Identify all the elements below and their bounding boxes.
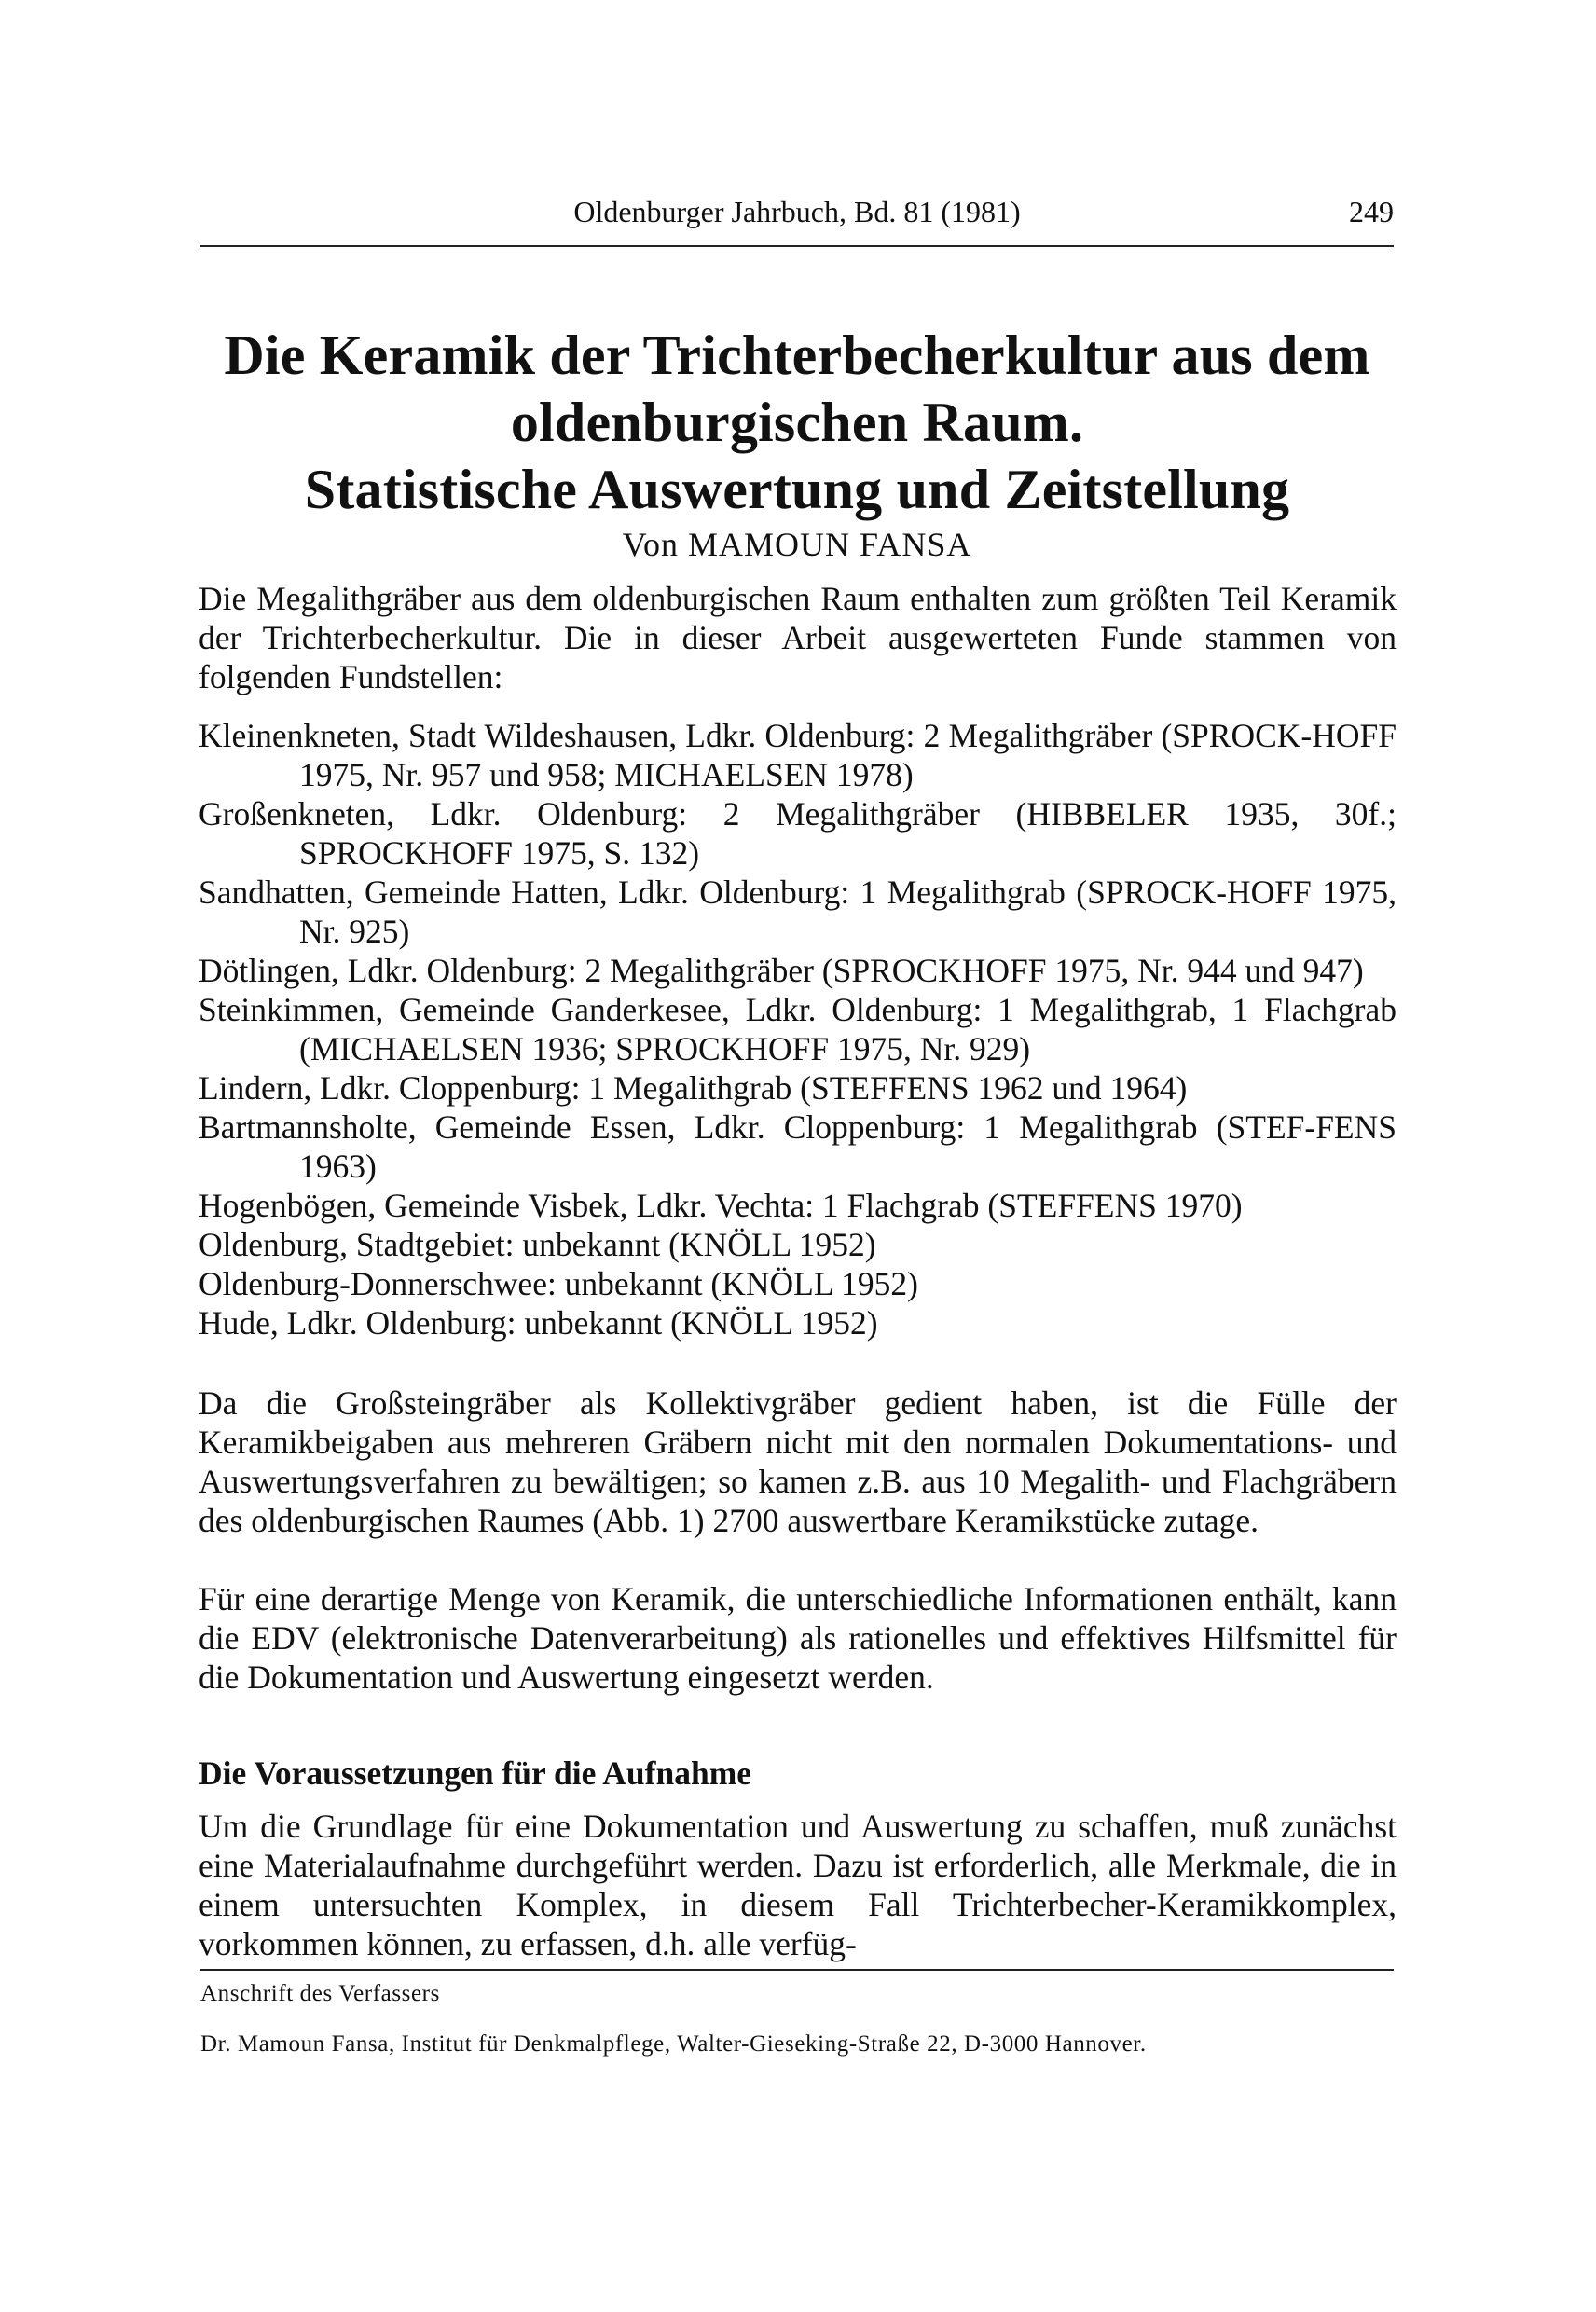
- site-item: Oldenburg-Donnerschwee: unbekannt (KNÖLL 1952): [199, 1265, 918, 1302]
- journal-citation: Oldenburger Jahrbuch, Bd. 81 (1981): [573, 195, 1021, 228]
- page-number: 249: [1349, 195, 1394, 228]
- site-item: Kleinenkneten, Stadt Wildeshausen, Ldkr. Oldenburg: 2 Megalithgräber (SPROCK-HOFF 1975, Nr. 957 und 958; MICHAELSEN 1978): [199, 717, 1396, 793]
- section-heading: Die Voraussetzungen für die Aufnahme: [199, 1755, 752, 1792]
- site-item: Bartmannsholte, Gemeinde Essen, Ldkr. Cloppenburg: 1 Megalithgrab (STEF-FENS 1963): [199, 1108, 1396, 1185]
- intro-paragraph: [199, 579, 1396, 696]
- author-line: Von MAMOUN FANSA: [622, 526, 972, 563]
- site-item: Steinkimmen, Gemeinde Ganderkesee, Ldkr. Oldenburg: 1 Megalithgrab, 1 Flachgrab (MICHAELSEN 1936; SPROCKHOFF 1975, Nr. 929): [199, 991, 1396, 1067]
- intro-text: Die Megalithgräber aus dem oldenburgischen Raum enthalten zum größten Teil Keramik der Trichterbecherkultur. Die in dieser Arbeit ausgewerteten Funde stammen von folgenden Fundstellen:: [199, 580, 1396, 695]
- footnote-label: Anschrift des Verfassers: [200, 1981, 440, 2006]
- footnote-rule: [200, 1969, 1394, 1971]
- site-item: Sandhatten, Gemeinde Hatten, Ldkr. Oldenburg: 1 Megalithgrab (SPROCK-HOFF 1975, Nr. 925): [199, 874, 1396, 950]
- paragraph-text: Um die Grundlage für eine Dokumentation und Auswertung zu schaffen, muß zunächst eine Materialaufnahme durchgeführt werden. Dazu ist erforderlich, alle Merkmale, die in einem untersuchten Komplex, in diesem Fall Trichterbecher-Keramikkomplex, vorkommen können, zu erfassen, d.h. alle verfüg-: [199, 1808, 1396, 1962]
- site-list: [199, 716, 1396, 1342]
- running-head: [200, 191, 1394, 232]
- title-line-2: oldenburgischen Raum.: [510, 392, 1084, 453]
- paragraph-text: Für eine derartige Menge von Keramik, die unterschiedliche Informationen enthält, kann die EDV (elektronische Datenverarbeitung) als rationelles und effektives Hilfsmittel für die Dokumentation und Auswertung eingesetzt werden.: [199, 1580, 1396, 1696]
- site-item: Oldenburg, Stadtgebiet: unbekannt (KNÖLL 1952): [199, 1226, 876, 1263]
- site-item: Hogenbögen, Gemeinde Visbek, Ldkr. Vechta: 1 Flachgrab (STEFFENS 1970): [199, 1187, 1243, 1224]
- site-item: Lindern, Ldkr. Cloppenburg: 1 Megalithgrab (STEFFENS 1962 und 1964): [199, 1069, 1188, 1107]
- footnote-address: Dr. Mamoun Fansa, Institut für Denkmalpflege, Walter-Gieseking-Straße 22, D-3000 Hannover.: [200, 2031, 1147, 2057]
- title-line-1: Die Keramik der Trichterbecherkultur aus dem: [224, 324, 1370, 386]
- paragraph-edp: [199, 1579, 1396, 1697]
- paragraph-text: Da die Großsteingräber als Kollektivgräber gedient haben, ist die Fülle der Keramikbeigaben aus mehreren Gräbern nicht mit den normalen Dokumentations- und Auswertungsverfahren zu bewältigen; so kamen z.B. aus 10 Megalith- und Flachgräbern des oldenburgischen Raumes (Abb. 1) 2700 auswertbare Keramikstücke zutage.: [199, 1384, 1396, 1539]
- site-item: Großenkneten, Ldkr. Oldenburg: 2 Megalithgräber (HIBBELER 1935, 30f.; SPROCKHOFF 1975, S. 132): [199, 795, 1396, 872]
- title-line-3: Statistische Auswertung und Zeitstellung: [304, 459, 1290, 520]
- site-item: Dötlingen, Ldkr. Oldenburg: 2 Megalithgräber (SPROCKHOFF 1975, Nr. 944 und 947): [199, 952, 1364, 989]
- header-rule: [200, 245, 1394, 247]
- site-item: Hude, Ldkr. Oldenburg: unbekannt (KNÖLL 1952): [199, 1304, 878, 1342]
- paragraph-prerequisites: [199, 1807, 1396, 1963]
- article-title: [200, 322, 1394, 523]
- paragraph-collective-graves: [199, 1383, 1396, 1540]
